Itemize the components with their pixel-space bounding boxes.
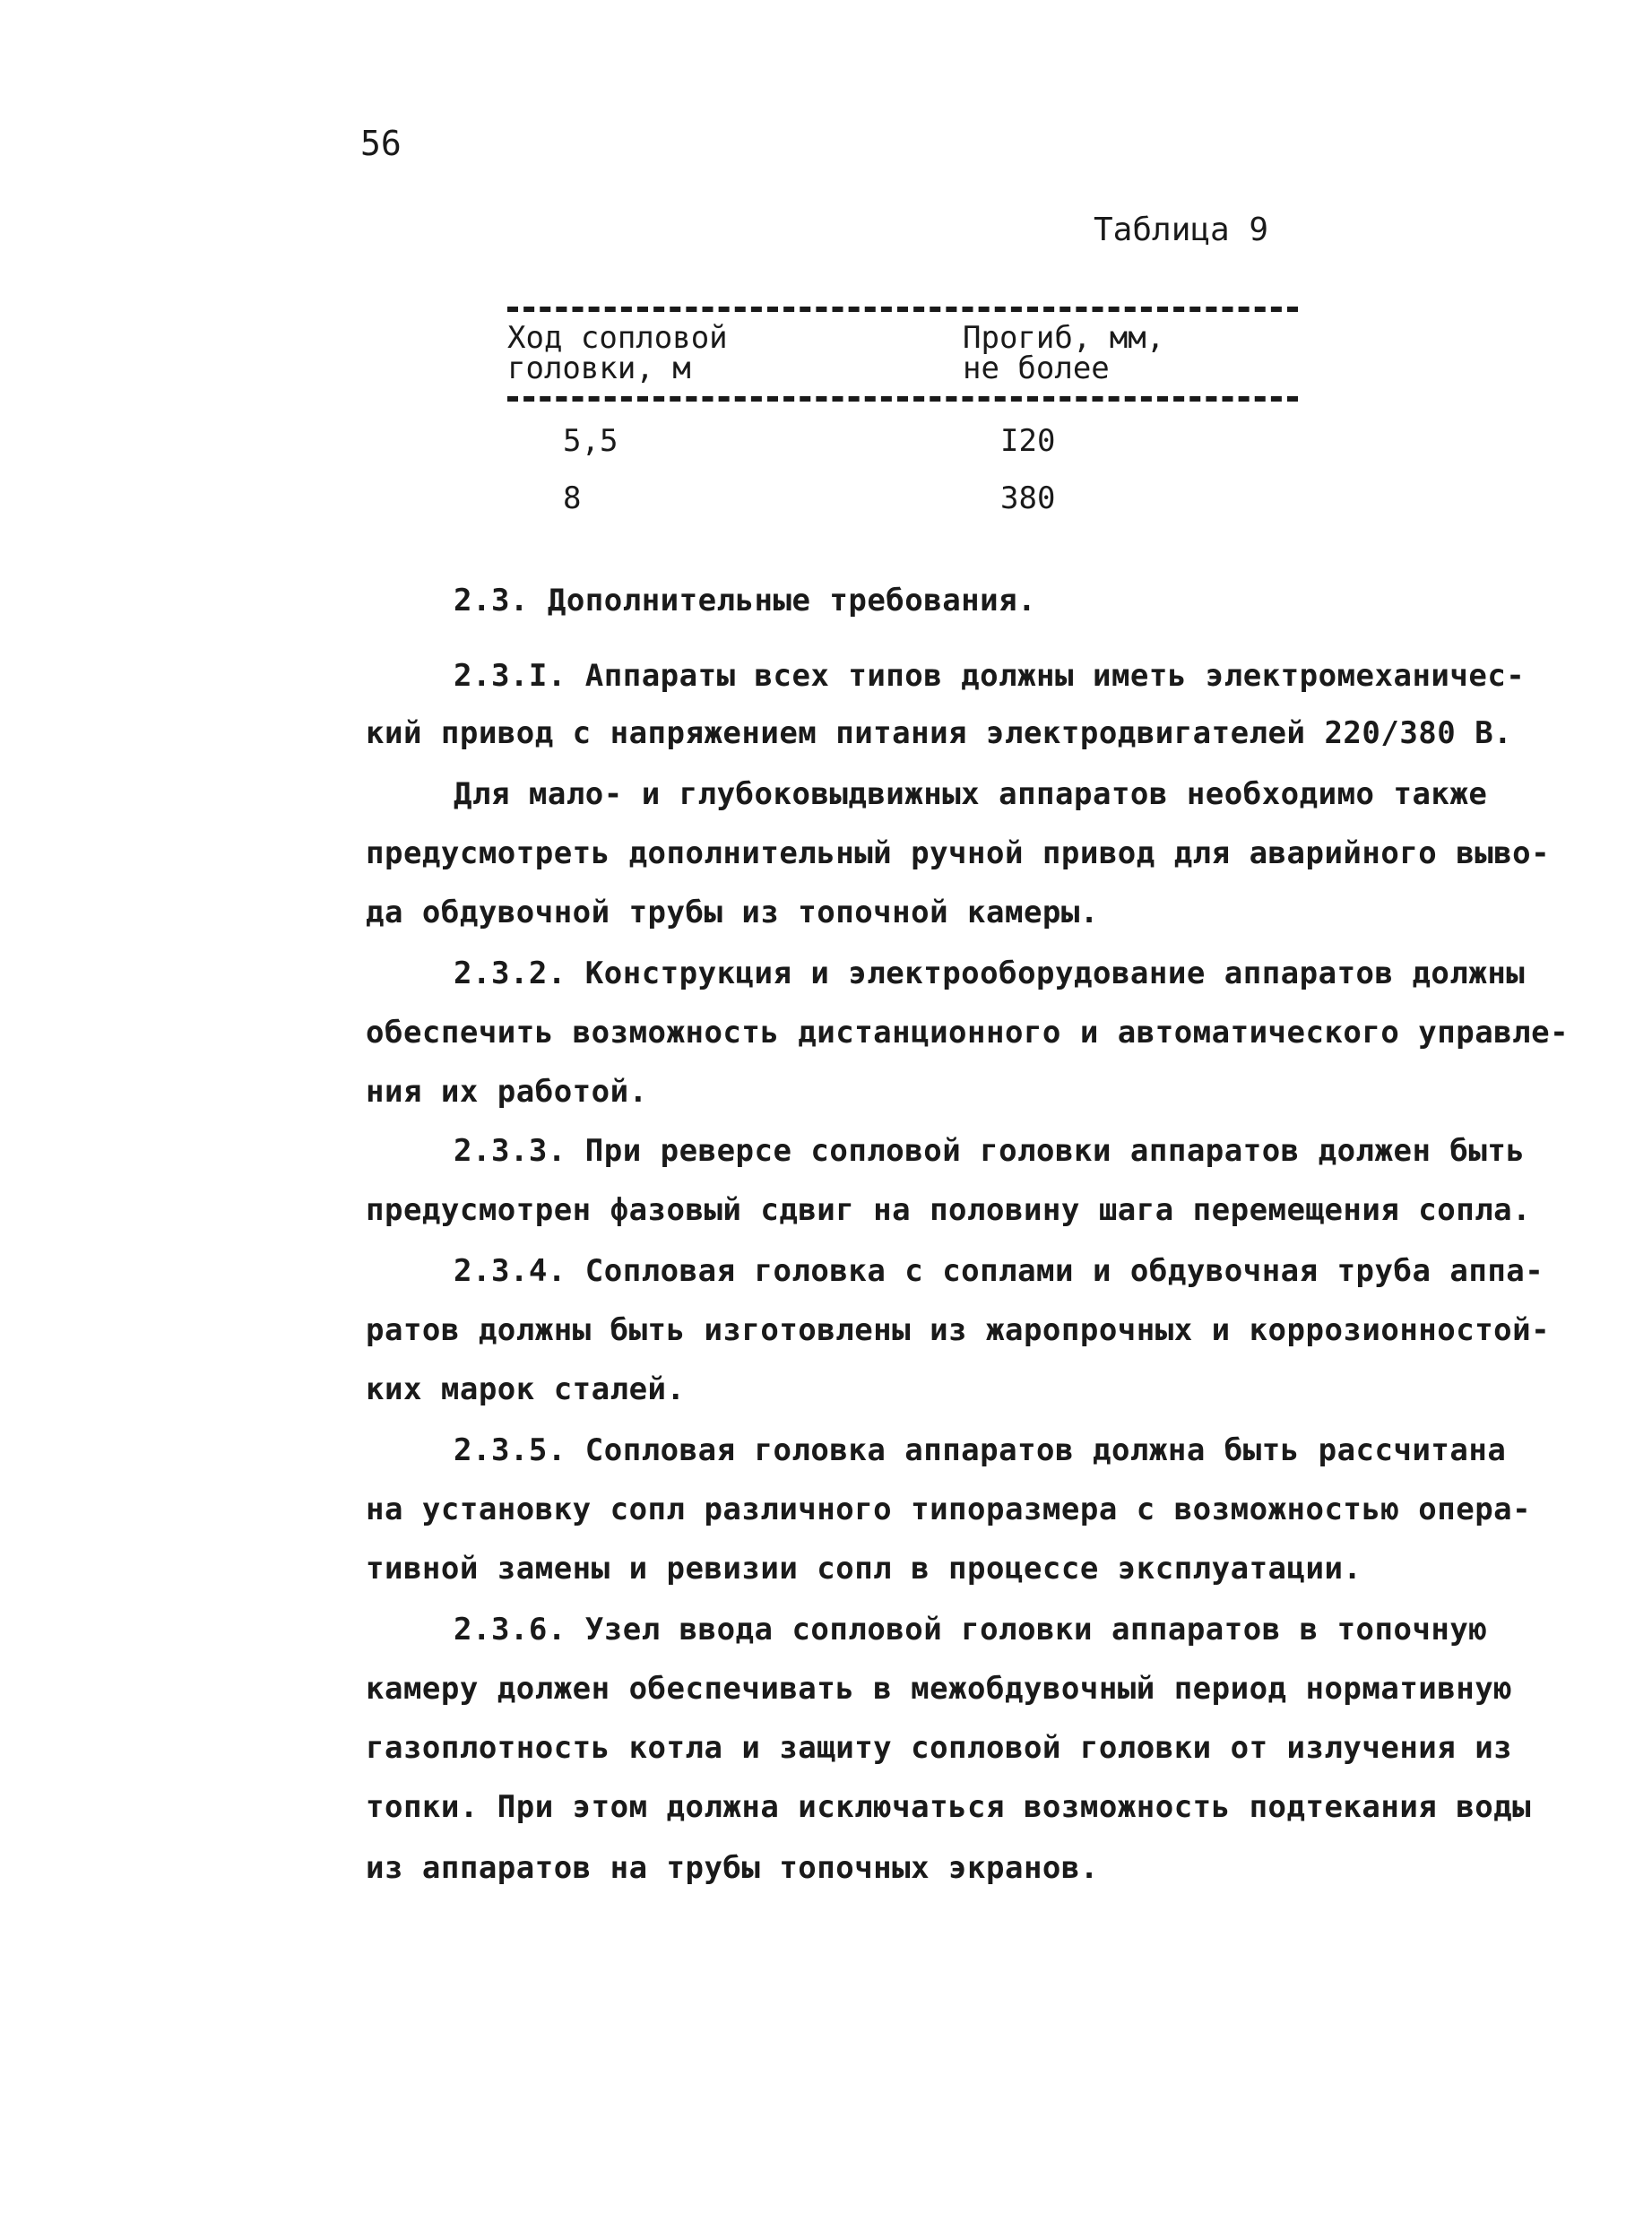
- table-cell: 5,5: [563, 423, 618, 459]
- table-top-rule: [507, 307, 1298, 312]
- table-header-travel: Ход сопловой головки, м: [507, 320, 728, 386]
- section-heading: 2.3. Дополнительные требования.: [454, 583, 1037, 618]
- table-cell: 380: [1000, 480, 1056, 516]
- table-caption: Таблица 9: [1094, 212, 1269, 248]
- text-line: да обдувочной трубы из топочной камеры.: [366, 895, 1099, 930]
- text-line: газоплотность котла и защиту сопловой головки от излучения из: [366, 1730, 1513, 1766]
- text-line: топки. При этом должна исключаться возможность подтекания воды: [366, 1789, 1532, 1825]
- text-line: камеру должен обеспечивать в межобдувочный период нормативную: [366, 1671, 1513, 1707]
- text-line: кий привод с напряжением питания электродвигателей 220/380 В.: [366, 715, 1513, 751]
- table-header-deflection: Прогиб, мм, не более: [963, 320, 1165, 386]
- text-line: 2.3.6. Узел ввода сопловой головки аппаратов в топочную: [454, 1612, 1488, 1648]
- text-line: 2.3.5. Сопловая головка аппаратов должна быть рассчитана: [454, 1432, 1507, 1468]
- text-line: на установку сопл различного типоразмера с возможностью опера-: [366, 1492, 1532, 1527]
- text-line: из аппаратов на трубы топочных экранов.: [366, 1850, 1099, 1886]
- table-header-rule: [507, 396, 1298, 402]
- text-line: ратов должны быть изготовлены из жаропрочных и коррозионностой-: [366, 1312, 1551, 1348]
- text-line: 2.3.3. При реверсе сопловой головки аппаратов должен быть: [454, 1133, 1526, 1169]
- table-cell: I20: [1000, 423, 1056, 459]
- text-line: 2.3.2. Конструкция и электрооборудование аппаратов должны: [454, 956, 1526, 991]
- text-line: обеспечить возможность дистанционного и автоматического управле-: [366, 1015, 1570, 1051]
- text-line: ких марок сталей.: [366, 1371, 686, 1407]
- text-line: 2.3.4. Сопловая головка с соплами и обдувочная труба аппа-: [454, 1253, 1544, 1289]
- text-line: предусмотрен фазовый сдвиг на половину шага перемещения сопла.: [366, 1192, 1532, 1228]
- text-line: предусмотреть дополнительный ручной привод для аварийного выво-: [366, 835, 1551, 871]
- page-number: 56: [360, 124, 402, 163]
- table-cell: 8: [563, 480, 582, 516]
- text-line: 2.3.I. Аппараты всех типов должны иметь электромеханичес-: [454, 658, 1526, 694]
- text-line: Для мало- и глубоковыдвижных аппаратов необходимо также: [454, 776, 1488, 812]
- text-line: ния их работой.: [366, 1074, 648, 1110]
- text-line: тивной замены и ревизии сопл в процессе эксплуатации.: [366, 1551, 1362, 1587]
